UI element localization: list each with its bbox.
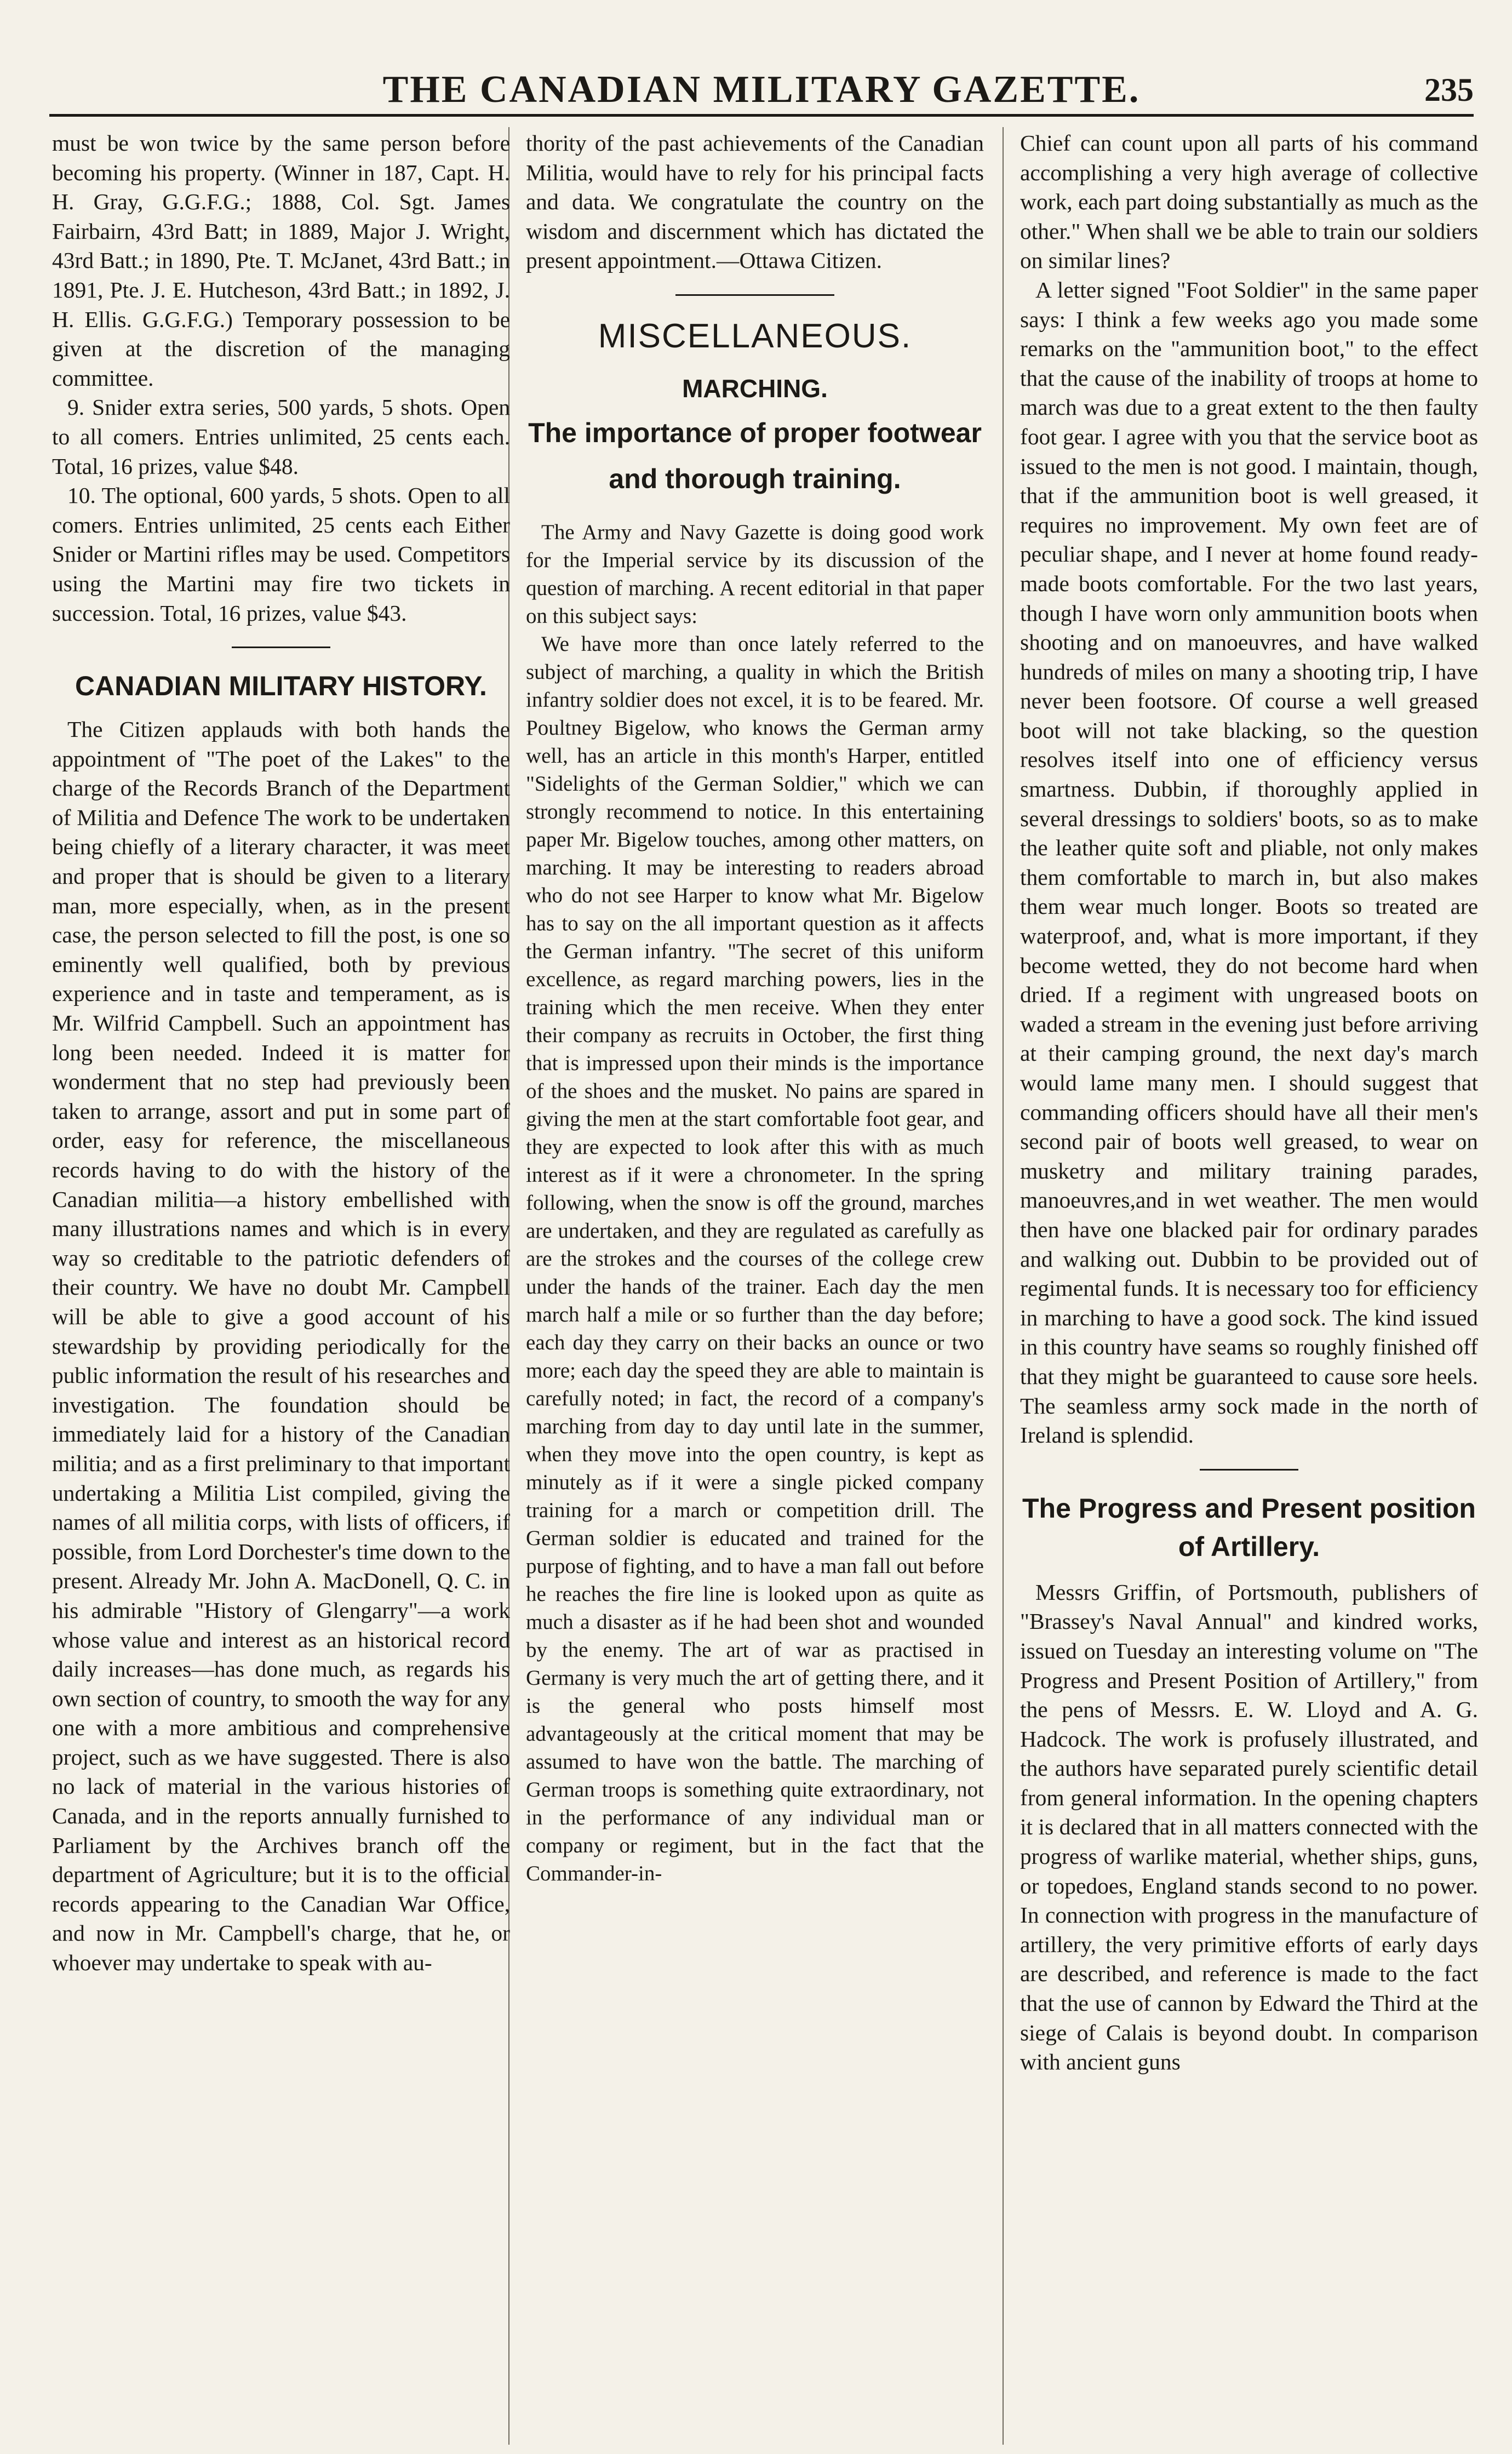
artillery-heading: The Progress and Present position of Artillery.	[1022, 1492, 1476, 1562]
foot-soldier-letter: A letter signed "Foot Soldier" in the same paper says: I think a few weeks ago you made some remarks on the "ammunition boot," to the effect that the cause of the inability of troops at home to march was due to a great extent to the then faulty foot gear. I agree with you that the service boot as issued to the men is not good. I maintain, though, that if the ammunition boot is well greased, it requires no improvement. My own feet are of peculiar shape, and I never at home found ready-made boots comfortable. For the two last years, though I have worn only ammunition boots when shooting and on manoeuvres, and have walked hundreds of miles on many a shooting trip, I have never been footsore. Of course a well greased boot will not take blacking, so the question resolves itself into one of efficiency versus smartness. Dubbin, if thoroughly applied in several dressings to soldiers' boots, so as to make the leather quite soft and pliable, not only makes them comfortable to march in, but also makes them wear much longer. Boots so treated are waterproof, and, what is more important, if they become wetted, they do not become hard when dried. If a regiment with ungreased boots on waded a stream in the evening just before arriving at their camping ground, the next day's march would lame many men. I should suggest that commanding officers should have all their men's second pair of boots well greased, to wear on musketry and military training parades, manoeuvres,and in wet weather. The men would then have one blacked pair for ordinary parades and walking out. Dubbin to be provided out of regimental funds. It is necessary too for efficiency in marching to have a good sock. The kind issued in this country have seams so roughly finished off that they might be guaranteed to cause sore heels. The seamless army sock made in the north of Ireland is splendid.	[1020, 277, 1478, 1448]
masthead-title: THE CANADIAN MILITARY GAZETTE.	[382, 68, 1141, 111]
column-left	[52, 129, 510, 1978]
marching-continuation: Chief can count upon all parts of his command accomplishing a very high average of collective work, each part doing substantially as much as the other." When shall we be able to train our soldiers on similar lines?	[1020, 130, 1478, 273]
optional-series-paragraph: 10. The optional, 600 yards, 5 shots. Open to all comers. Entries unlimited, 25 cents each Either Snider or Martini rifles may be used. Competitors using the Martini may fire two tickets in succession. Total, 16 prizes, value $43.	[52, 483, 510, 626]
column-divider-right	[1003, 127, 1004, 2445]
miscellaneous-heading: MISCELLANEOUS.	[598, 317, 912, 355]
section-divider	[675, 294, 834, 296]
marching-article: We have more than once lately referred to the subject of marching, a quality in which the British infantry soldier does not excel, it is to be feared. Mr. Poultney Bigelow, who knows the German army well, has an article in this month's Harper, entitled "Sidelights of the German Soldier," which we can strongly recommend to notice. In this entertaining paper Mr. Bigelow touches, among other matters, on marching. It may be interesting to readers abroad who do not see Harper to know what Mr. Bigelow has to say on the all important question as it affects the German infantry. "The secret of this uniform excellence, as regard marching powers, lies in the training which the men receive. When they enter their company as recruits in October, the first thing that is impressed upon their minds is the importance of the shoes and the musket. No pains are spared in giving the men at the start comfortable foot gear, and they are expected to look after this with as much interest as if it were a chronometer. In the spring following, when the snow is off the ground, marches are undertaken, and they are regulated as carefully as are the strokes and the courses of the college crew under the hands of the trainer. Each day the men march half a mile or so further than the day before; each day they carry on their backs an ounce or two more; each day the speed they are able to maintain is carefully noted; in fact, the record of a company's marching from day to day until late in the summer, when they move into the open country, is kept as minutely as if it were a single picked company training for a march or competition drill. The German soldier is educated and trained for the purpose of fighting, and to have a man fall out before he reaches the fire line is looked upon as quite as much a disaster as if he had been shot and wounded by the enemy. The art of war as practised in Germany is very much the art of getting there, and it is the general who posts himself most advantageously at the critical moment that may be assumed to have won the battle. The marching of German troops is something quite extraordinary, not in the performance of any individual man or company or regiment, but in the fact that the Commander-in-	[526, 632, 984, 1885]
page-header	[49, 66, 1474, 117]
military-history-heading: CANADIAN MILITARY HISTORY.	[75, 671, 487, 702]
column-middle	[526, 129, 984, 1887]
snider-series-paragraph: 9. Snider extra series, 500 yards, 5 shots. Open to all comers. Entries unlimited, 25 cents each. Total, 16 prizes, value $48.	[52, 394, 510, 479]
article-continuation: thority of the past achievements of the Canadian Militia, would have to rely for his principal facts and data. We congratulate the country on the wisdom and discernment which has dictated the present appointment.—Ottawa Citizen.	[526, 130, 984, 273]
rules-paragraph: must be won twice by the same person before becoming his property. (Winner in 187, Capt. H. H. Gray, G.G.F.G.; 1888, Col. Sgt. James Fairbairn, 43rd Batt; in 1889, Major J. Wright, 43rd Batt.; in 1890, Pte. T. McJanet, 43rd Batt.; in 1891, Pte. J. E. Hutcheson, 43rd Batt.; in 1892, J. H. Ellis. G.G.F.G.) Temporary possession to be given at the discretion of the managing committee.	[52, 130, 510, 391]
military-history-article: The Citizen applauds with both hands the appointment of "The poet of the Lakes" to the charge of the Records Branch of the Department of Militia and Defence The work to be undertaken being chiefly of a literary character, it was meet and proper that is should be given to a literary man, more especially, when, as in the present case, the person selected to fill the post, is one so eminently well qualified, both by previous experience and in taste and temperament, as is Mr. Wilfrid Campbell. Such an appointment has long been needed. Indeed it is matter for wonderment that no step had previously been taken to arrange, assort and put in some part of order, easy for reference, the miscellaneous records having to do with the history of the Canadian militia—a history embellished with many illustrations names and which is in every way so creditable to the patriotic defenders of their country. We have no doubt Mr. Campbell will be able to give a good account of his stewardship by providing periodically for the public information the result of his researches and investigation. The foundation should be immediately laid for a history of the Canadian militia; and as a first preliminary to that important undertaking a Militia List compiled, giving the names of all militia corps, with lists of officers, if possible, from Lord Dorchester's time down to the present. Already Mr. John A. MacDonell, Q. C. in his admirable "History of Glengarry"—a work whose value and interest as an historical record daily increases—has done much, as regards his own section of country, to smooth the way for any one with a more ambitious and comprehensive project, such as we have suggested. There is also no lack of material in the various histories of Canada, and in the reports annually furnished to Parliament by the Archives branch off the department of Agriculture; but it is to the official records appearing to the Canadian War Office, and now in Mr. Campbell's charge, that he, or whoever may undertake to speak with au-	[52, 717, 510, 1976]
section-divider	[1200, 1469, 1298, 1471]
marching-heading: MARCHING.	[682, 374, 828, 403]
page-number: 235	[1424, 72, 1474, 108]
marching-intro: The Army and Navy Gazette is doing good work for the Imperial service by its discussion of the question of marching. A recent editorial in that paper on this subject says:	[526, 520, 984, 628]
marching-subheading: The importance of proper footwear and thorough training.	[528, 417, 982, 494]
artillery-article: Messrs Griffin, of Portsmouth, publishers of "Brassey's Naval Annual" and kindred works, issued on Tuesday an interesting volume on "The Progress and Present Position of Artillery," from the pens of Messrs. E. W. Lloyd and A. G. Hadcock. The work is profusely illustrated, and the authors have separated purely scientific detail from general information. In the opening chapters it is declared that in all matters connected with the progress of warlike material, whether ships, guns, or topedoes, England stands second to no power. In connection with progress in the manufacture of artillery, the very primitive efforts of early days are described, and reference is made to the fact that the use of cannon by Edward the Third at the siege of Calais is beyond doubt. In comparison with ancient guns	[1020, 1579, 1478, 2075]
section-divider	[232, 647, 330, 648]
column-right	[1020, 129, 1478, 2077]
